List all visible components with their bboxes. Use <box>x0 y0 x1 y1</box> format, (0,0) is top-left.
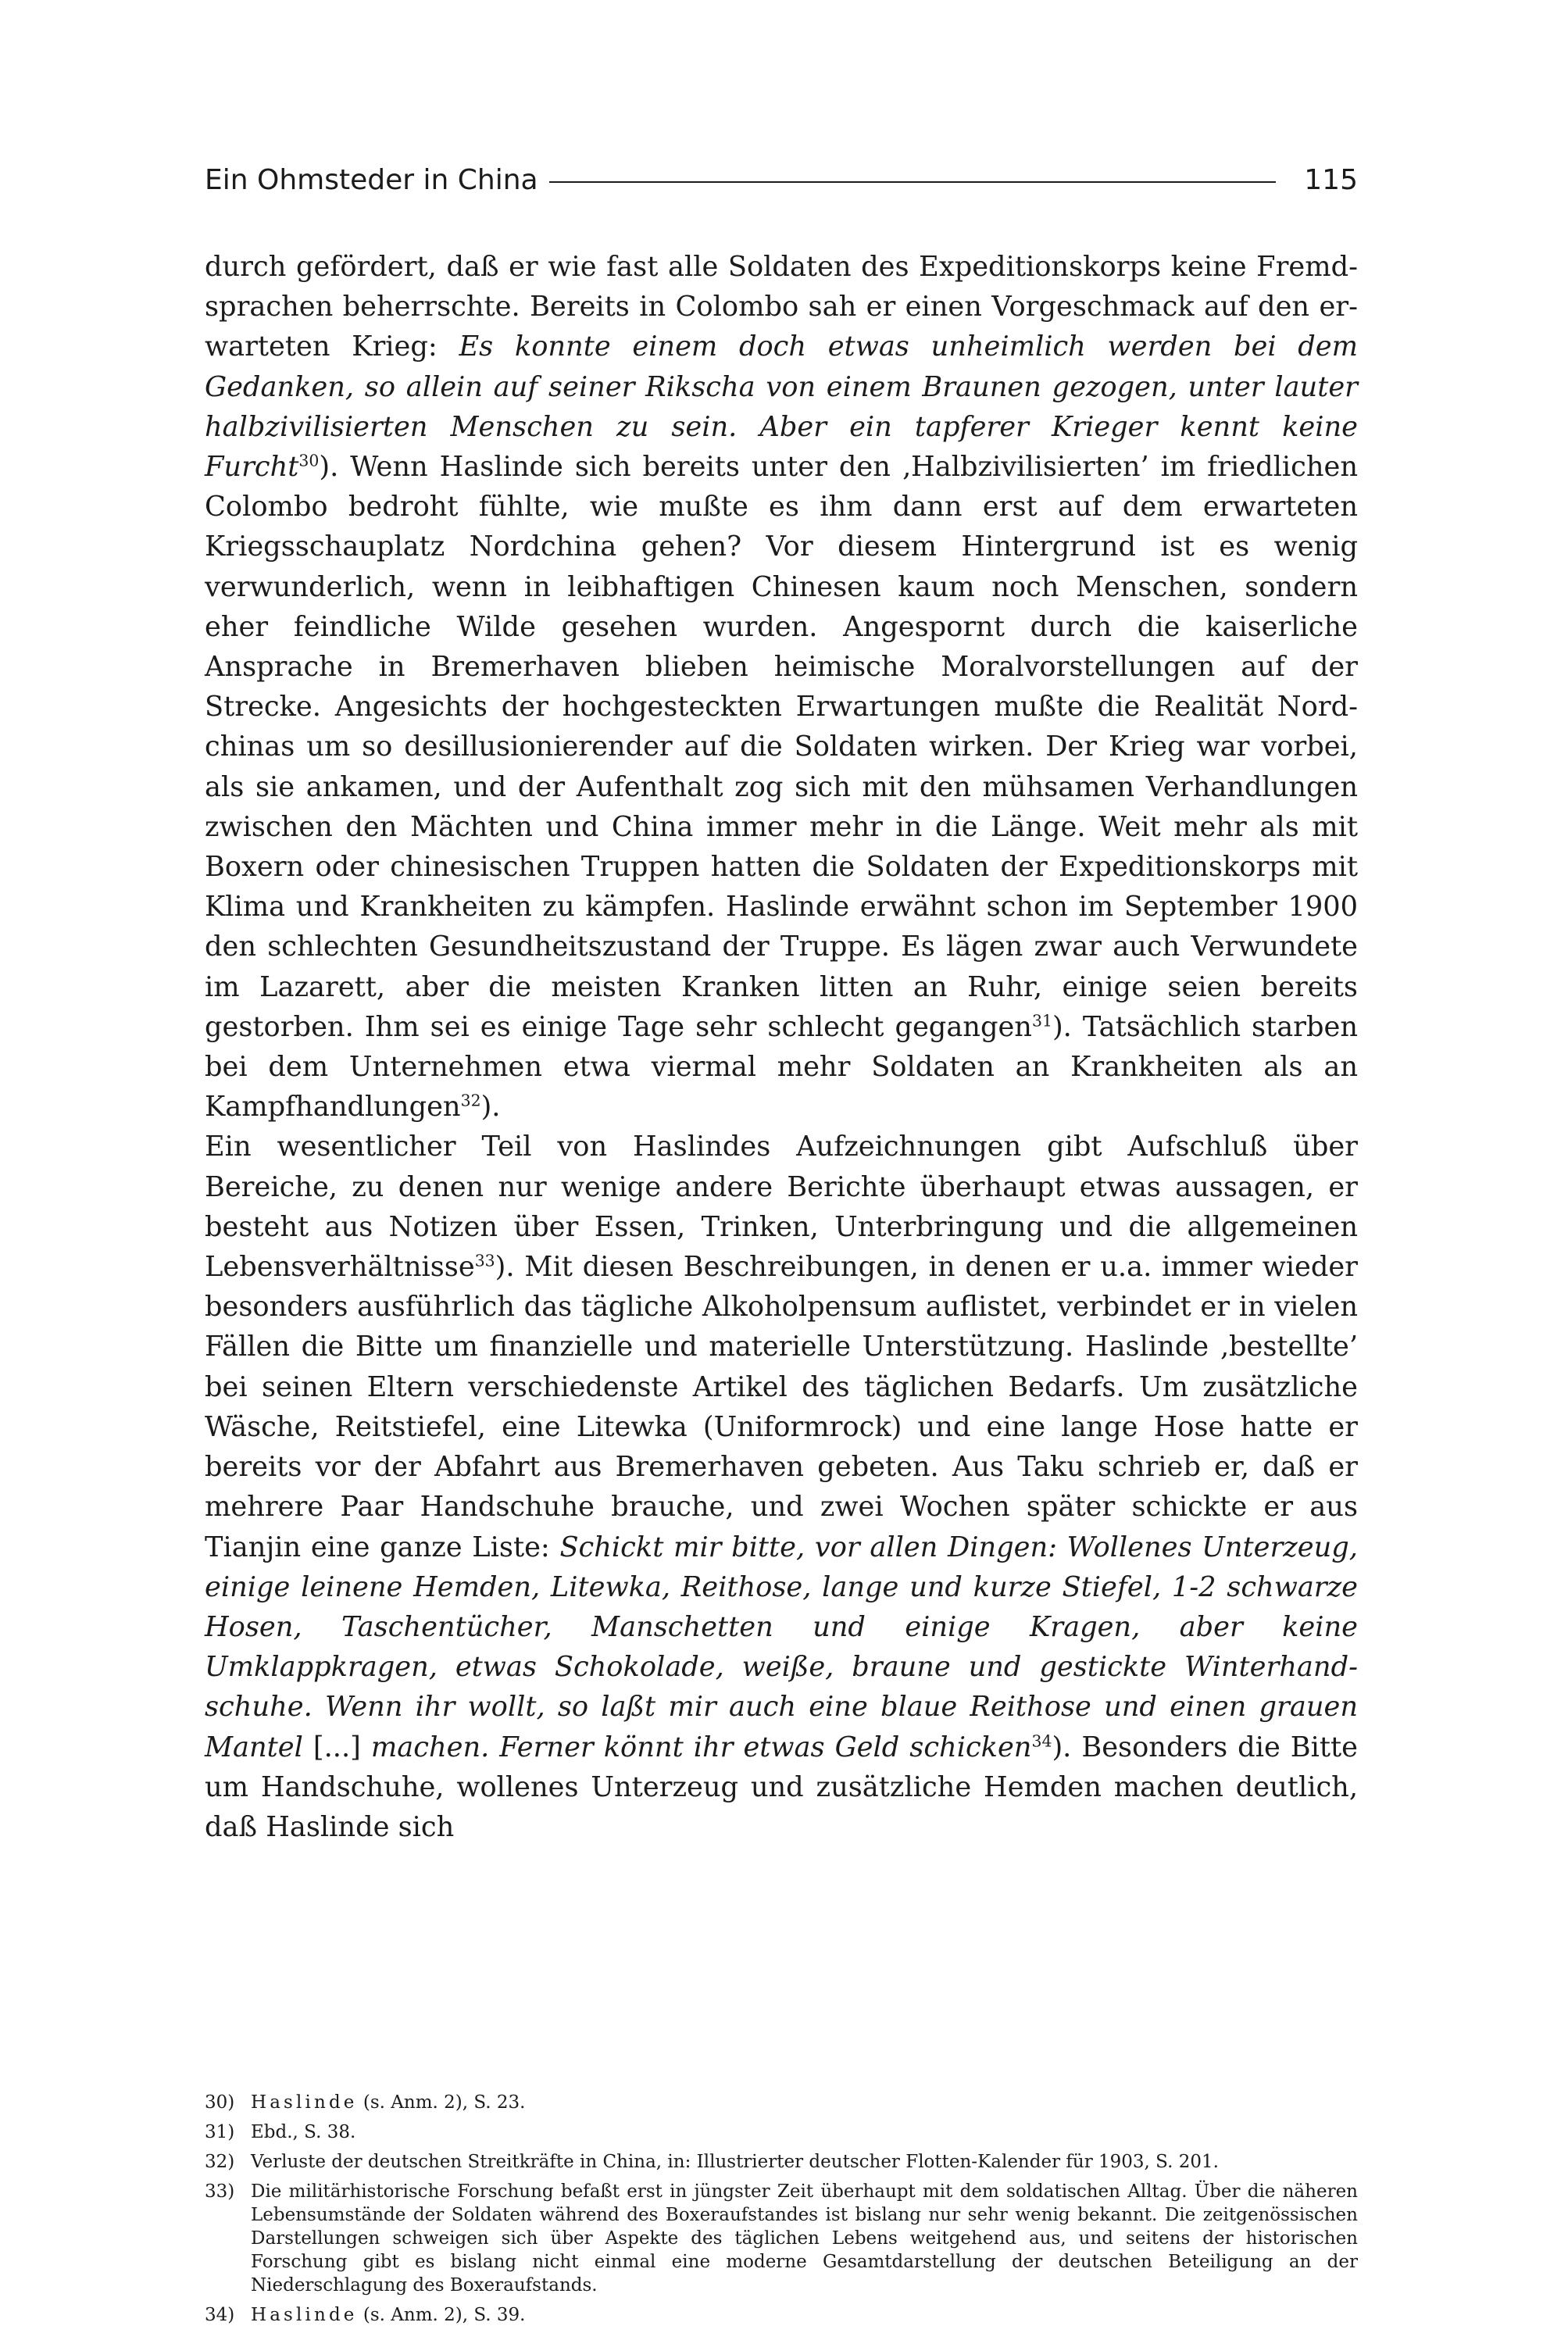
paragraph-2 <box>205 1127 1358 1847</box>
text-run: ). Besonders die Bitte um Handschuhe, wollenes Unterzeug und zusätzliche Hemden machen deutlich, daß Haslinde sich <box>205 1731 1358 1843</box>
footnote-number: 33) <box>205 2181 235 2202</box>
quotation: Es konnte einem doch etwas unheimlich werden bei dem Gedanken, so allein auf seiner Rikscha von einem Braunen gezogen, unter lauter halbzivilisierten Menschen zu sein. Aber ein tapferer Krieger kennt keine Furcht <box>205 330 1358 484</box>
footnote-text: Verluste der deutschen Streitkräfte in China, in: Illustrierter deutscher Flotten-Kalender für 1903, S. 201. <box>251 2152 1219 2172</box>
author-name: Haslinde <box>251 2305 358 2325</box>
text-run: ). <box>480 1091 501 1124</box>
footnote-30 <box>205 2091 1358 2114</box>
book-page <box>205 0 1359 2325</box>
body-text <box>205 247 1358 1847</box>
footnote-text <box>251 2091 1358 2114</box>
footnote-ref-30[interactable]: 30 <box>298 451 320 470</box>
footnote-31 <box>205 2120 1358 2144</box>
footnote-33 <box>205 2180 1358 2297</box>
footnote-32 <box>205 2150 1358 2174</box>
citation: (s. Anm. 2), S. 23. <box>357 2092 526 2113</box>
quotation: Schickt mir bitte, vor allen Dingen: Wollenes Unterzeug, einige leinene Hemden, Litewka, Reithose, lange und kurze Stiefel, 1-2 schwarze Hosen, Taschentücher, Manschetten und einige Kragen, aber keine Umklappkragen, etwas Schokolade, weiße, braune und gestickte Winterhandschuhe. Wenn ihr wollt, so laßt mir auch eine blaue Reithose und einen grauen Mantel <box>205 1531 1358 1763</box>
footnote-number: 31) <box>205 2122 235 2142</box>
author-name: Haslinde <box>251 2092 358 2113</box>
quotation: machen. Ferner könnt ihr etwas Geld schicken <box>360 1731 1032 1763</box>
footnote-34 <box>205 2303 1358 2327</box>
footnote-ref-34[interactable]: 34 <box>1031 1731 1052 1750</box>
footnote-number: 30) <box>205 2092 235 2113</box>
text-run: ). Mit diesen Beschreibungen, in denen er u.a. immer wieder besonders ausführlich das tägliche Alkoholpensum auflistet, verbindet er in vielen Fällen die Bitte um finanzielle und materielle Unterstützung. Haslinde ‚bestellte’ bei seinen Eltern verschiedenste Artikel des täglichen Bedarfs. Um zusätzliche Wäsche, Reitstiefel, eine Litewka (Uniformrock) und eine lange Hose hatte er bereits vor der Abfahrt aus Bremerhaven gebeten. Aus Taku schrieb er, daß er mehrere Paar Handschuhe brauche, und zwei Wochen später schickte er aus Tianjin eine ganze Liste: <box>205 1251 1358 1563</box>
paragraph-1 <box>205 247 1358 1127</box>
text-run: durch gefördert, daß er wie fast alle Soldaten des Expeditionskorps keine Fremdsprachen beherrschte. Bereits in Colombo sah er einen Vorgeschmack auf den erwarteten Krieg: <box>205 251 1358 363</box>
text-run: Ein wesentlicher Teil von Haslindes Aufzeichnungen gibt Aufschluß über Bereiche, zu denen nur wenige andere Berichte überhaupt etwas aussagen, er besteht aus Notizen über Essen, Trinken, Unterbringung und die allgemeinen Lebensverhältnisse <box>205 1131 1358 1284</box>
text-run: ). Wenn Haslinde sich bereits unter den ‚Halbzivilisierten’ im friedlichen Colombo bedroht fühlte, wie mußte es ihm dann erst auf dem erwarteten Kriegsschauplatz Nordchina gehen? Vor diesem Hintergrund ist es wenig verwunderlich, wenn in leibhaftigen Chinesen kaum noch Menschen, sondern eher feindliche Wilde gesehen wurden. Angespornt durch die kaiserliche Ansprache in Bremerhaven blieben heimische Moralvorstellungen auf der Strecke. Angesichts der hochgesteckten Erwartungen mußte die Realität Nordchinas um so desillusionierender auf die Soldaten wirken. Der Krieg war vorbei, als sie ankamen, und der Aufenthalt zog sich mit den mühsamen Verhandlungen zwischen den Mächten und China immer mehr in die Länge. Weit mehr als mit Boxern oder chinesischen Truppen hatten die Soldaten der Expeditionskorps mit Klima und Krankheiten zu kämpfen. Haslinde erwähnt schon im September 1900 den schlechten Gesundheitszustand der Truppe. Es lägen zwar auch Verwundete im Lazarett, aber die meisten Kranken litten an Ruhr, einige seien bereits gestorben. Ihm sei es einige Tage sehr schlecht gegangen <box>205 451 1358 1043</box>
footnote-number: 32) <box>205 2152 235 2172</box>
running-header <box>205 159 1358 200</box>
footnote-number: 34) <box>205 2305 235 2325</box>
ellipsis: [...] <box>313 1731 361 1763</box>
footnote-text: Ebd., S. 38. <box>251 2122 356 2142</box>
footnote-ref-33[interactable]: 33 <box>474 1251 495 1270</box>
page-number: 115 <box>1304 163 1358 196</box>
footnotes <box>205 2091 1358 2333</box>
footnote-ref-32[interactable]: 32 <box>460 1091 481 1110</box>
footnote-ref-31[interactable]: 31 <box>1031 1011 1052 1031</box>
header-rule <box>549 181 1277 183</box>
running-title: Ein Ohmsteder in China <box>205 163 538 196</box>
footnote-text: Die militärhistorische Forschung befaßt erst in jüngster Zeit überhaupt mit dem soldatischen Alltag. Über die näheren Lebensumstände der Soldaten während des Boxeraufstandes ist bislang nur sehr wenig bekannt. Die zeitgenössischen Darstellungen schweigen sich über Aspekte des täglichen Lebens weitgehend aus, und seitens der historischen Forschung gibt es bislang nicht einmal eine moderne Gesamtdarstellung der deutschen Beteiligung an der Niederschlagung des Boxeraufstands. <box>251 2181 1358 2295</box>
citation: (s. Anm. 2), S. 39. <box>357 2305 526 2325</box>
footnote-text <box>251 2303 1358 2327</box>
text-run: ). Tatsächlich starben bei dem Unternehmen etwa viermal mehr Soldaten an Krankheiten als an Kampfhandlungen <box>205 1010 1359 1124</box>
